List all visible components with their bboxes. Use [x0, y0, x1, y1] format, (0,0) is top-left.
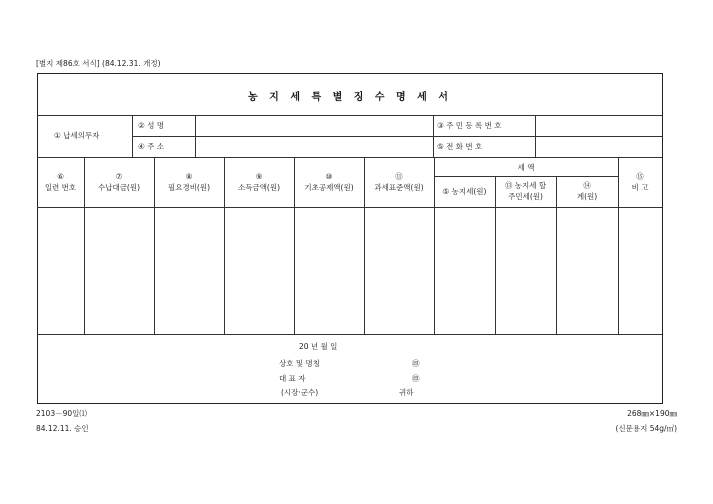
paper-type: (신문용지 54g/㎡)	[615, 424, 677, 433]
taxpayer-v4	[535, 115, 536, 157]
phone-label: ⑤ 전 화 번 호	[437, 142, 483, 151]
date-line: 20 년 월 일	[299, 342, 338, 351]
seal-mark: ㊞	[412, 374, 420, 383]
taxpayer-v3	[433, 115, 434, 157]
col-serial-header: ⑥ 일련 번호	[44, 172, 77, 192]
tax-group-divider	[434, 176, 618, 177]
col-taxable-header: ⑪ 과세표준액(원)	[374, 172, 424, 192]
seal-mark: ㊞	[412, 359, 420, 368]
col-deduction-header: ⑩ 기초공제액(원)	[304, 172, 354, 192]
col-income-header: ⑨ 소득금액(원)	[237, 172, 281, 192]
representative-label: 대 표 자	[279, 374, 306, 383]
reg-no-label: ③ 주 민 등 록 번 호	[437, 121, 502, 130]
taxpayer-bottom	[37, 157, 662, 158]
office-label: (시장·군수)	[281, 388, 319, 397]
form-title: 농 지 세 특 별 징 수 명 세 서	[248, 92, 452, 103]
col-expenses-header: ⑧ 필요경비(원)	[167, 172, 211, 192]
title-divider	[37, 115, 662, 116]
form-code: 2103－90일⑴	[36, 409, 87, 418]
col-resident-tax-header: ⑬ 농지세 할 주민세(원)	[504, 181, 547, 201]
company-label: 상호 및 명칭	[279, 359, 320, 368]
paper-size: 268㎜×190㎜	[627, 409, 677, 418]
col-farm-tax-header: ⑤ 농지세(원)	[442, 187, 487, 196]
approval-date: 84.12.11. 승인	[36, 424, 89, 433]
taxpayer-v2	[195, 115, 196, 157]
col-line	[434, 157, 435, 334]
col-total-header: ⑭ 계(원)	[576, 181, 598, 201]
address-label: ④ 주 소	[138, 142, 164, 151]
addressee-label: 귀하	[399, 388, 414, 397]
header-bottom	[37, 207, 662, 208]
col-remarks-header: ⑮ 비 고	[631, 172, 649, 192]
taxpayer-v1	[132, 115, 133, 157]
table-bottom	[37, 334, 662, 335]
taxpayer-label: ① 납세의무자	[54, 131, 100, 140]
taxpayer-divider	[132, 136, 662, 137]
form-frame	[37, 73, 663, 404]
col-received-header: ⑦ 수납대금(원)	[97, 172, 141, 192]
form-number: [별지 제86호 서식] (84.12.31. 개정)	[36, 59, 161, 68]
tax-group-header: 세 액	[517, 163, 535, 172]
name-label: ② 성 명	[138, 121, 164, 130]
